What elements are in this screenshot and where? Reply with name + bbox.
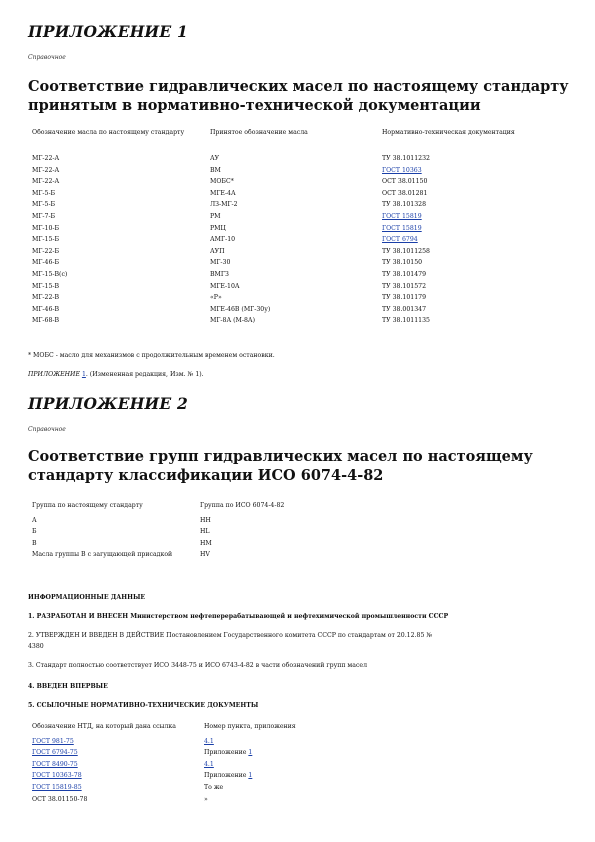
references-header-col1: Обозначение НТД, на который дана ссылка [32, 723, 176, 730]
document-cell: ТУ 38.1011232 [382, 155, 430, 162]
standard-group-cell: Масла группы В с загущающей присадкой [32, 551, 173, 559]
reference-location-cell [204, 794, 354, 806]
oil-designation-cell: МГ-68-В [32, 317, 60, 325]
table-row [32, 257, 552, 269]
reference-doc-link[interactable]: ГОСТ 6794-75 [32, 749, 78, 757]
appendix2-reference-label: Справочное [28, 426, 66, 433]
standard-group-cell: А [32, 516, 37, 524]
info-item-2 [28, 632, 568, 650]
reference-location-link[interactable]: 1 [248, 772, 253, 780]
appendix1-table [32, 129, 552, 327]
oil-designation-cell: МГ-15-Б [32, 236, 60, 244]
accepted-designation-cell: АМГ-10 [210, 236, 236, 244]
appendix2-title [28, 447, 533, 485]
table-row [32, 794, 362, 806]
table-row [32, 782, 362, 794]
table-row [32, 211, 552, 223]
appendix2-table-header [32, 500, 362, 512]
document-link[interactable]: ГОСТ 10363 [382, 166, 422, 174]
appendix2-title-line2: стандарту классификации ИСО 6074-4-82 [28, 467, 384, 484]
table-row [32, 304, 552, 316]
appendix1-change-note [28, 371, 204, 378]
accepted-designation-cell: АУП [210, 247, 225, 255]
table-row [32, 176, 552, 188]
appendix1-reference-label: Справочное [28, 54, 66, 61]
document-link[interactable]: ГОСТ 15819 [382, 212, 422, 220]
reference-location-text: Приложение [204, 772, 249, 780]
reference-doc-cell: ОСТ 38.01150-78 [32, 795, 88, 803]
info-item-2-line1: 2. УТВЕРЖДЕН И ВВЕДЕН В ДЕЙСТВИЕ Постановлением Государственного комитета СССР по стандартам от 20.12.85 № [28, 632, 433, 639]
table-row [32, 736, 362, 748]
appendix2-heading: ПРИЛОЖЕНИЕ 2 [28, 394, 188, 413]
table-row [32, 770, 362, 782]
references-table-body [32, 736, 362, 806]
references-table-header [32, 721, 362, 733]
appendix1-title-line2: принятым в нормативно-технической документации [28, 97, 481, 114]
info-item-3: 3. Стандарт полностью соответствует ИСО 3448-75 и ИСО 6743-4-82 в части обозначений групп масел [28, 662, 367, 669]
accepted-designation-cell: МОБС* [210, 178, 234, 186]
document-link[interactable]: ГОСТ 15819 [382, 224, 422, 232]
table-row [32, 515, 362, 527]
appendix1-table-header [32, 129, 552, 153]
table-row [32, 153, 552, 165]
oil-designation-cell: МГ-15-В [32, 282, 60, 290]
table-row [32, 246, 552, 258]
appendix1-header-col2: Принятое обозначение масла [210, 129, 308, 136]
table-row [32, 292, 552, 304]
appendix2-title-line1: Соответствие групп гидравлических масел по настоящему [28, 448, 533, 465]
document-cell: ТУ 38.101179 [382, 294, 427, 302]
appendix1-header-col3: Нормативно-техническая документация [382, 129, 515, 136]
document-link[interactable]: ГОСТ 6794 [382, 236, 418, 244]
appendix1-title [28, 77, 569, 115]
oil-designation-cell: МГ-46-В [32, 305, 60, 313]
document-cell: ТУ 38.1011258 [382, 247, 430, 255]
document-cell: ТУ 38.10150 [382, 259, 423, 267]
document-cell: ОСТ 38.01150 [382, 178, 428, 186]
appendix2-header-col2: Группа по ИСО 6074-4-82 [200, 502, 285, 509]
standard-group-cell: В [32, 539, 37, 547]
appendix1-header-col1: Обозначение масла по настоящему стандарту [32, 129, 185, 136]
appendix1-link[interactable]: 1 [81, 371, 86, 378]
change-note-suffix: . (Измененная редакция, Изм. № 1). [85, 371, 204, 378]
reference-location-link[interactable]: 1 [248, 749, 253, 757]
appendix1-title-line1: Соответствие гидравлических масел по настоящему стандарту [28, 78, 569, 95]
document-cell: ТУ 38.101479 [382, 270, 427, 278]
oil-designation-cell: МГ-15-В(с) [32, 270, 68, 278]
accepted-designation-cell: ВМГЗ [210, 270, 229, 278]
table-row [32, 549, 362, 561]
iso-group-cell: НН [200, 516, 211, 524]
oil-designation-cell: МГ-22-Б [32, 247, 60, 255]
table-row [32, 281, 552, 293]
table-row [32, 538, 362, 550]
reference-location-cell [204, 736, 354, 748]
accepted-designation-cell: ЛЗ-МГ-2 [210, 201, 238, 209]
table-row [32, 199, 552, 211]
accepted-designation-cell: РМЦ [210, 224, 226, 232]
table-row [32, 223, 552, 235]
document-cell: ТУ 38.001347 [382, 305, 427, 313]
reference-location-cell [204, 759, 354, 771]
change-note-prefix: ПРИЛОЖЕНИЕ [28, 371, 80, 378]
table-row [32, 188, 552, 200]
accepted-designation-cell: РМ [210, 212, 221, 220]
iso-group-cell: HL [200, 528, 210, 536]
reference-doc-link[interactable]: ГОСТ 8490-75 [32, 760, 78, 768]
reference-location-text: Приложение [204, 749, 249, 757]
table-row [32, 747, 362, 759]
reference-doc-link[interactable]: ГОСТ 15819-85 [32, 783, 82, 791]
info-item-1-text: 1. РАЗРАБОТАН И ВНЕСЕН Министерством нефтеперерабатывающей и нефтехимической промышленности СССР [28, 613, 449, 620]
appendix1-heading: ПРИЛОЖЕНИЕ 1 [28, 22, 188, 41]
appendix2-header-col1: Группа по настоящему стандарту [32, 502, 143, 509]
accepted-designation-cell: МГЕ-4А [210, 189, 236, 197]
appendix2-table [32, 500, 362, 561]
info-item-1 [28, 613, 448, 620]
accepted-designation-cell: МГЕ-46В (МГ-30у) [210, 305, 271, 313]
oil-designation-cell: МГ-22-А [32, 178, 60, 186]
reference-location-cell [204, 770, 354, 782]
info-item-5: 5. ССЫЛОЧНЫЕ НОРМАТИВНО-ТЕХНИЧЕСКИЕ ДОКУМЕНТЫ [28, 702, 259, 709]
references-header-col2: Номер пункта, приложения [204, 723, 296, 730]
appendix2-table-body [32, 515, 362, 561]
info-item-2-line2: 4380 [28, 643, 44, 650]
info-item-4: 4. ВВЕДЕН ВПЕРВЫЕ [28, 683, 108, 690]
accepted-designation-cell: «Р» [210, 294, 222, 302]
info-heading: ИНФОРМАЦИОННЫЕ ДАННЫЕ [28, 594, 146, 601]
reference-location-link[interactable]: 4.1 [204, 760, 214, 768]
oil-designation-cell: МГ-5-Б [32, 201, 56, 209]
oil-designation-cell: МГ-22-А [32, 155, 60, 162]
accepted-designation-cell: МГЕ-10А [210, 282, 240, 290]
accepted-designation-cell: МГ-8А (М-8А) [210, 317, 255, 325]
table-row [32, 269, 552, 281]
document-cell: ТУ 38.1011135 [382, 317, 430, 325]
iso-group-cell: НМ [200, 539, 212, 547]
accepted-designation-cell: МГ-30 [210, 259, 231, 267]
references-table [32, 721, 362, 805]
appendix1-footnote: * МОБС - масло для механизмов с продолжительным временем остановки. [28, 352, 275, 359]
table-row [32, 526, 362, 538]
oil-designation-cell: МГ-22-А [32, 166, 60, 174]
reference-location-link[interactable]: 4.1 [204, 737, 214, 745]
oil-designation-cell: МГ-22-В [32, 294, 60, 302]
oil-designation-cell: МГ-7-Б [32, 212, 56, 220]
table-row [32, 165, 552, 177]
accepted-designation-cell: АУ [210, 155, 220, 162]
reference-doc-link[interactable]: ГОСТ 981-75 [32, 737, 74, 745]
reference-location-text: То же [204, 783, 224, 791]
oil-designation-cell: МГ-5-Б [32, 189, 56, 197]
standard-group-cell: Б [32, 528, 37, 536]
reference-location-cell [204, 747, 354, 759]
document-cell: ТУ 38.101328 [382, 201, 427, 209]
reference-location-cell [204, 782, 354, 794]
appendix1-table-body [32, 153, 552, 327]
oil-designation-cell: МГ-10-Б [32, 224, 60, 232]
reference-doc-link[interactable]: ГОСТ 10363-78 [32, 772, 82, 780]
accepted-designation-cell: ВМ [210, 166, 221, 174]
iso-group-cell: HV [200, 551, 210, 559]
table-row [32, 315, 552, 327]
table-row [32, 234, 552, 246]
table-row [32, 759, 362, 771]
document-cell: ТУ 38.101572 [382, 282, 427, 290]
oil-designation-cell: МГ-46-Б [32, 259, 60, 267]
reference-location-text: » [204, 795, 208, 803]
document-cell: ОСТ 38.01281 [382, 189, 428, 197]
